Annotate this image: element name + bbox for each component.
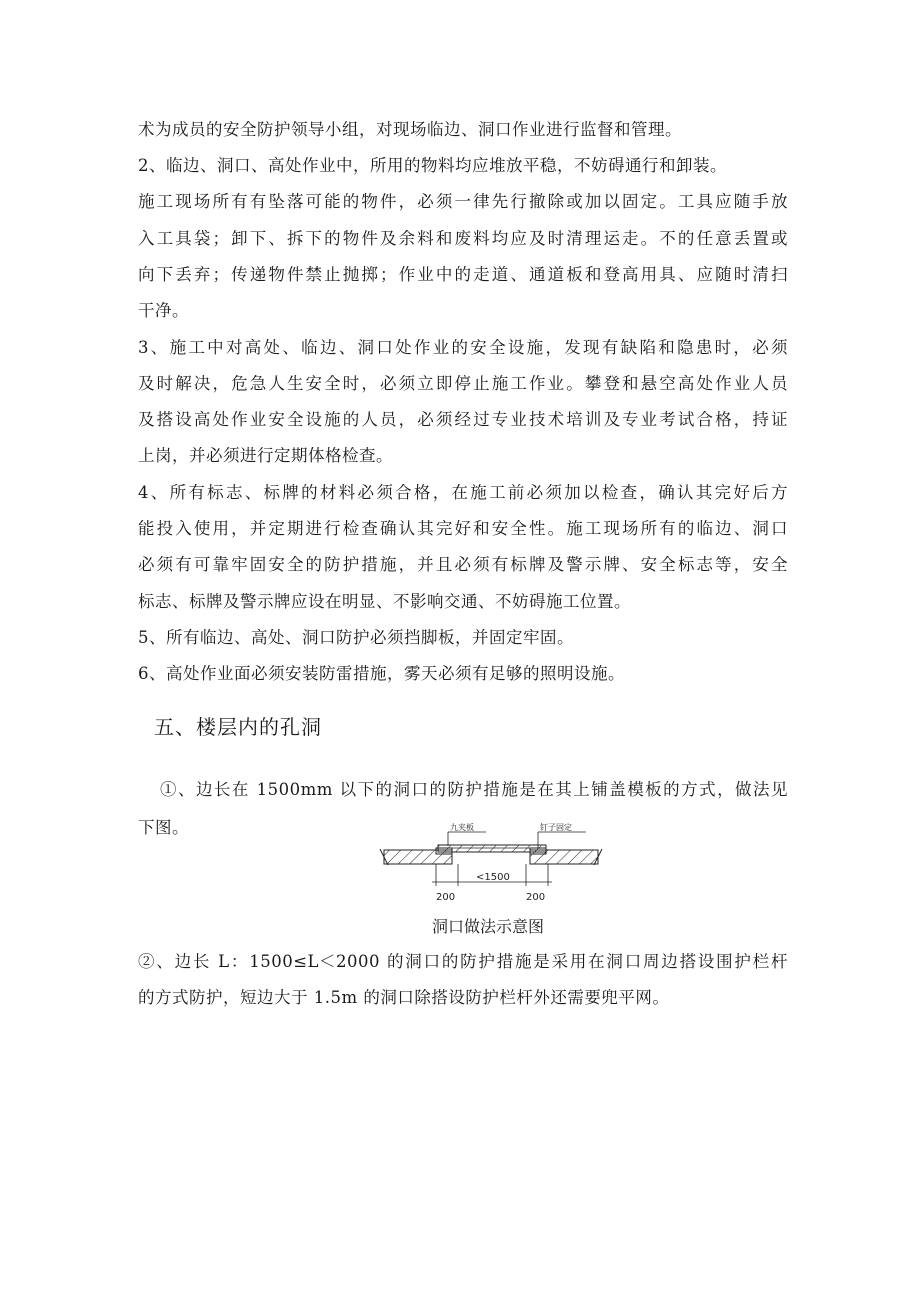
- nail-label: 钉子固定: [540, 823, 572, 832]
- paragraph-3-line-3: 及搭设高处作业安全设施的人员，必须经过专业技术培训及专业考试合格，持证: [138, 410, 788, 429]
- paragraph-2-line-5: 干净。: [138, 301, 189, 320]
- paragraph-3-line-4: 上岗，并必须进行定期体格检查。: [138, 446, 393, 465]
- item-1-line-1: ①、边长在 1500mm 以下的洞口的防护措施是在其上铺盖模板的方式，做法见: [160, 780, 788, 799]
- paragraph-6-line-1: 6、高处作业面必须安装防雷措施，雾天必须有足够的照明设施。: [138, 664, 625, 683]
- paragraph-2-line-2: 施工现场所有有坠落可能的物件，必须一律先行撤除或加以固定。工具应随手放: [138, 192, 788, 211]
- paragraph-4-line-1: 4、所有标志、标牌的材料必须合格，在施工前必须加以检查，确认其完好后方: [138, 483, 788, 502]
- paragraph-4-line-4: 标志、标牌及警示牌应设在明显、不影响交通、不妨碍施工位置。: [138, 592, 631, 611]
- paragraph-2-line-1: 2、临边、洞口、高处作业中，所用的物料均应堆放平稳，不妨碍通行和卸装。: [138, 156, 727, 175]
- item-2-line-1: ②、边长 L：1500≤L＜2000 的洞口的防护措施是采用在洞口周边搭设围护栏杆: [138, 952, 788, 971]
- hole-cover-diagram: [376, 818, 606, 908]
- paragraph-5-line-1: 5、所有临边、高处、洞口防护必须挡脚板，并固定牢固。: [138, 628, 574, 647]
- paragraph-2-line-3: 入工具袋；卸下、拆下的物件及余料和废料均应及时清理运走。不的任意丢置或: [138, 229, 788, 248]
- paragraph-3-line-2: 及时解决，危急人生安全时，必须立即停止施工作业。攀登和悬空高处作业人员: [138, 374, 788, 393]
- board-label: 九夹板: [450, 823, 474, 832]
- item-2-line-2: 的方式防护，短边大于 1.5m 的洞口除搭设防护栏杆外还需要兜平网。: [138, 988, 670, 1007]
- paragraph-4-line-3: 必须有可靠牢固安全的防护措施，并且必须有标牌及警示牌、安全标志等，安全: [138, 555, 788, 574]
- opening-dimension: <1500: [476, 872, 510, 883]
- paragraph-2-line-4: 向下丢弃；传递物件禁止抛掷；作业中的走道、通道板和登高用具、应随时清扫: [138, 265, 788, 284]
- item-1-line-2: 下图。: [138, 818, 189, 837]
- section-heading: 五、楼层内的孔洞: [154, 715, 322, 739]
- paragraph-1-line-1: 术为成员的安全防护领导小组，对现场临边、洞口作业进行监督和管理。: [138, 120, 682, 139]
- paragraph-3-line-1: 3、施工中对高处、临边、洞口处作业的安全设施，发现有缺陷和隐患时，必须: [138, 338, 788, 357]
- left-dimension: 200: [436, 892, 456, 903]
- paragraph-4-line-2: 能投入使用，并定期进行检查确认其完好和安全性。施工现场所有的临边、洞口: [138, 519, 788, 538]
- figure-caption: 洞口做法示意图: [432, 917, 545, 936]
- right-dimension: 200: [526, 892, 546, 903]
